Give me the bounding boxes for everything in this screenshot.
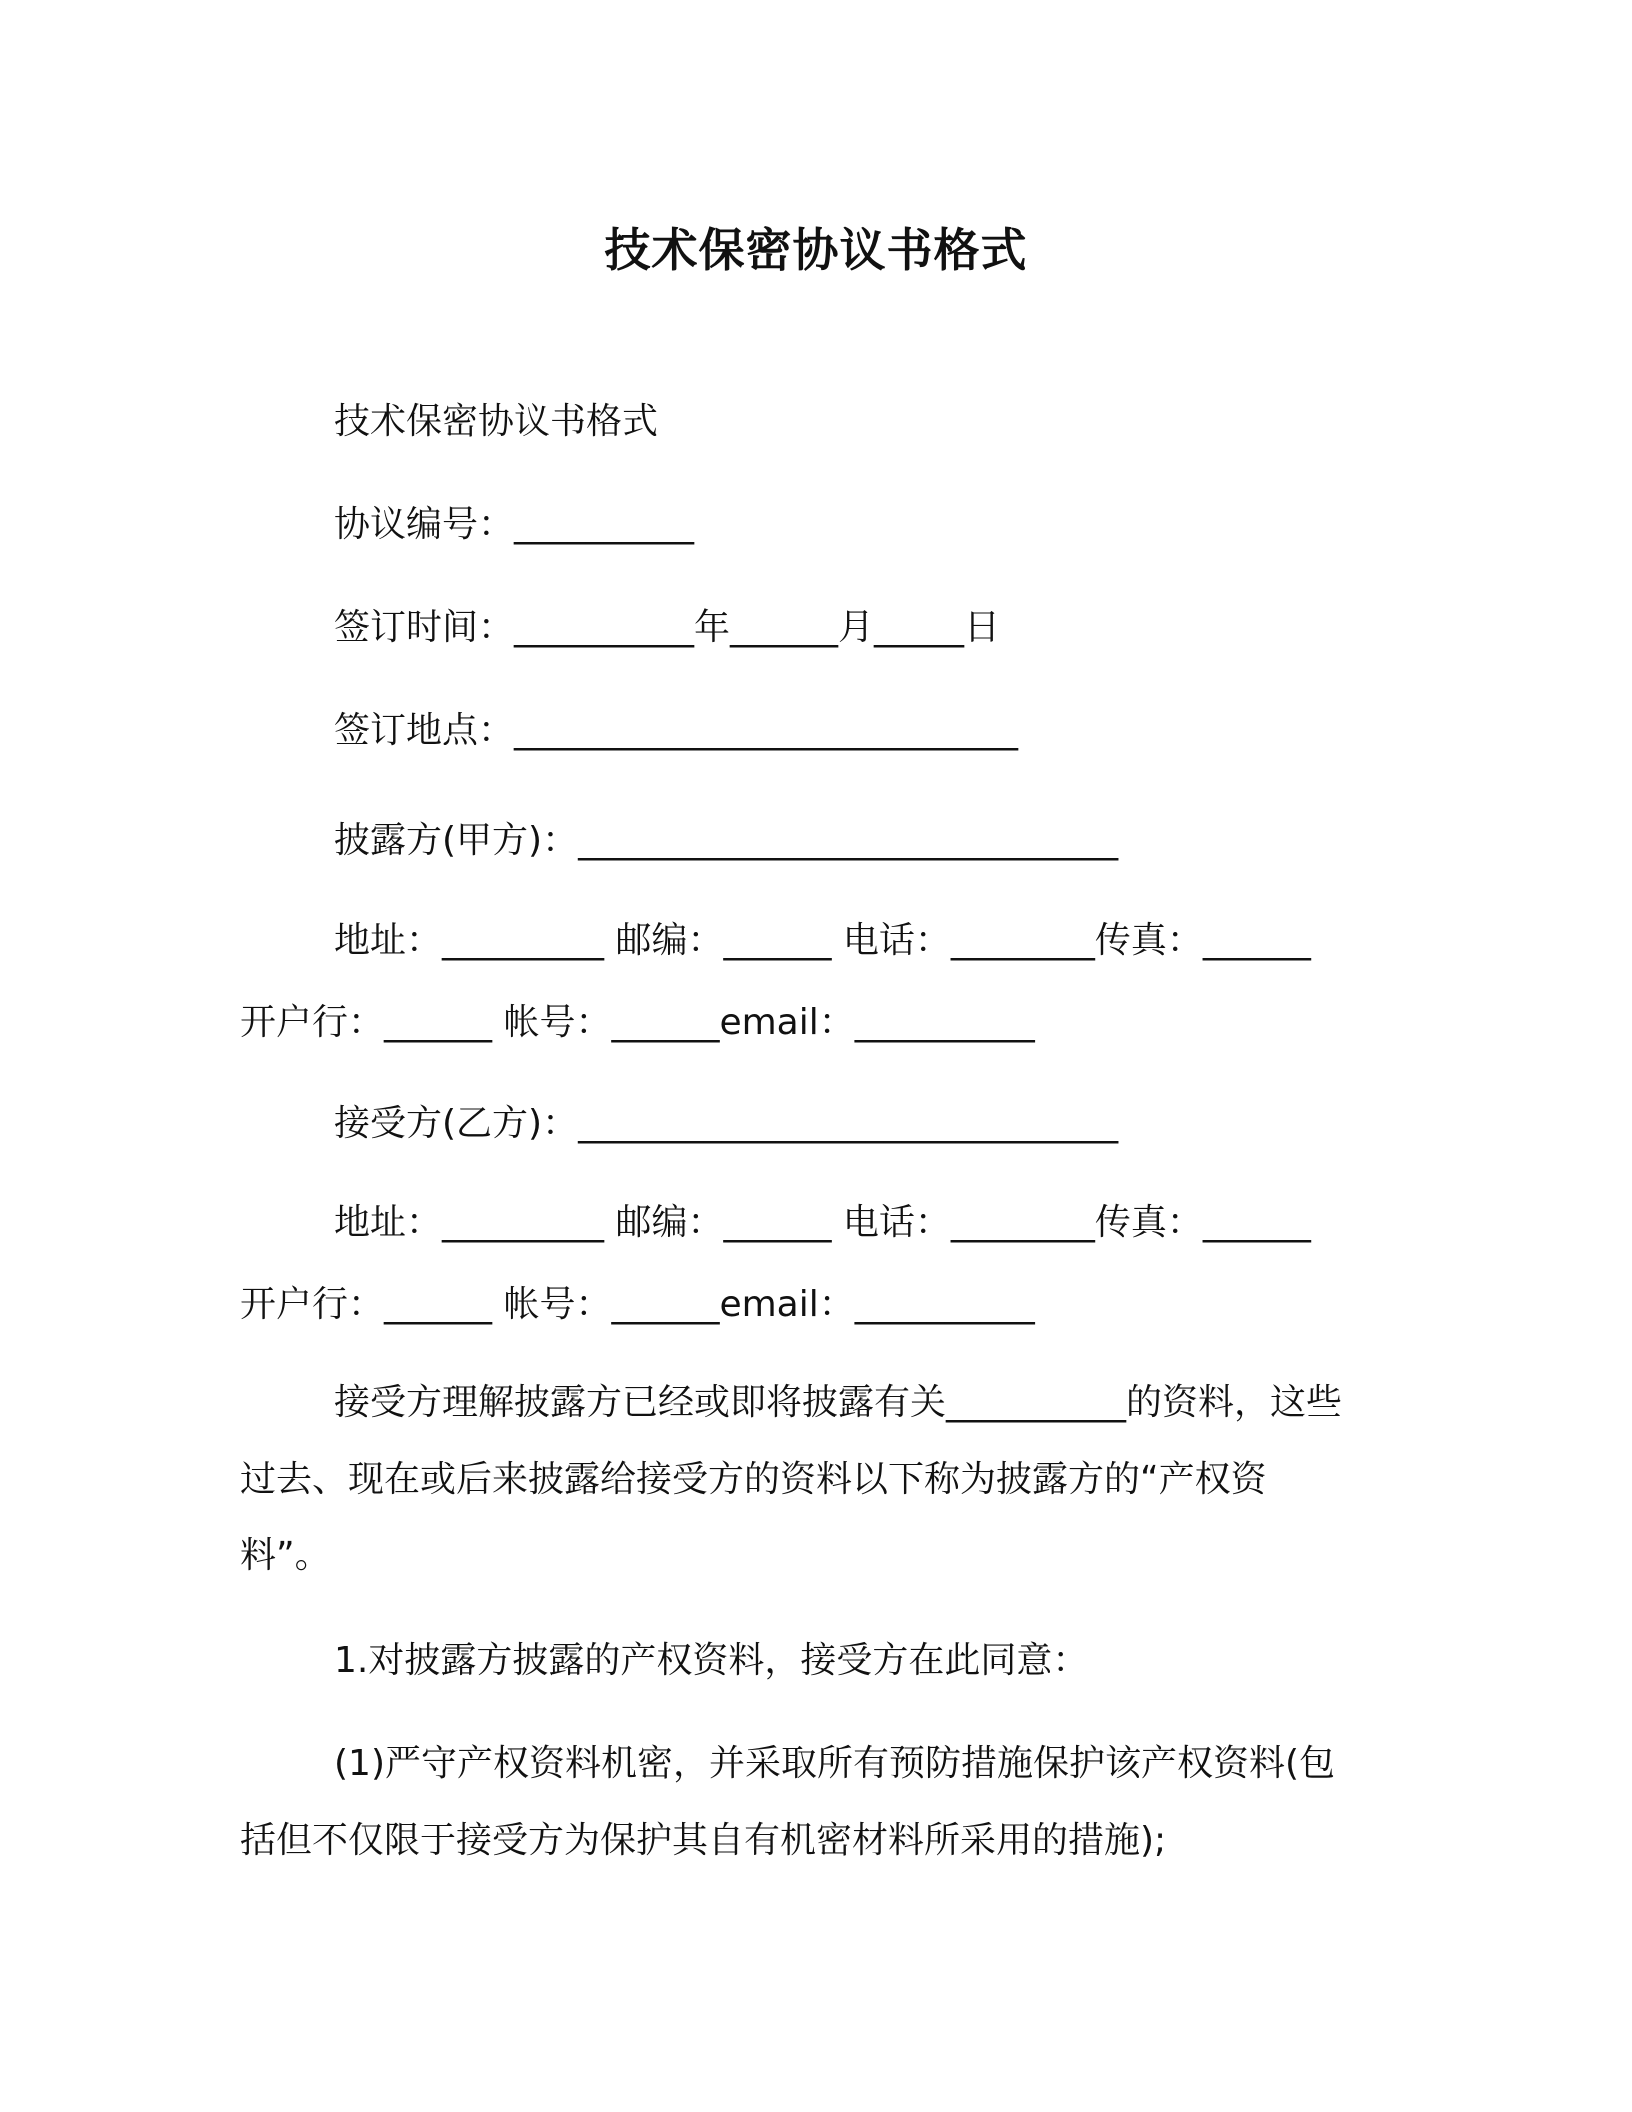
paragraph-line: 过去、现在或后来披露给接受方的资料以下称为披露方的“产权资 <box>240 1459 1267 1500</box>
disclosing-party-bank-line: 开户行：______ 帐号：______email：__________ <box>240 1002 1035 1043</box>
subtitle-line: 技术保密协议书格式 <box>334 401 659 442</box>
receiving-party-line: 接受方(乙方)：______________________________ <box>334 1103 1119 1144</box>
paragraph-line: 料”。 <box>240 1535 331 1576</box>
clause-heading-line: 1.对披露方披露的产权资料，接受方在此同意： <box>334 1640 1089 1681</box>
disclosing-party-line: 披露方(甲方)：______________________________ <box>334 820 1119 861</box>
receiving-party-address-line: 地址：_________ 邮编：______ 电话：________传真：______ <box>334 1202 1311 1243</box>
document-title: 技术保密协议书格式 <box>604 223 1028 277</box>
clause-line: (1)严守产权资料机密，并采取所有预防措施保护该产权资料(包 <box>334 1743 1336 1784</box>
receiving-party-bank-line: 开户行：______ 帐号：______email：__________ <box>240 1284 1035 1325</box>
agreement-number-line: 协议编号：__________ <box>334 504 695 545</box>
paragraph-line: 接受方理解披露方已经或即将披露有关__________的资料，这些 <box>334 1382 1343 1423</box>
clause-line: 括但不仅限于接受方为保护其自有机密材料所采用的措施); <box>240 1820 1167 1861</box>
signing-place-line: 签订地点：____________________________ <box>334 710 1019 751</box>
signing-date-line: 签订时间：__________年______月_____日 <box>334 607 1001 648</box>
disclosing-party-address-line: 地址：_________ 邮编：______ 电话：________传真：______ <box>334 920 1311 961</box>
